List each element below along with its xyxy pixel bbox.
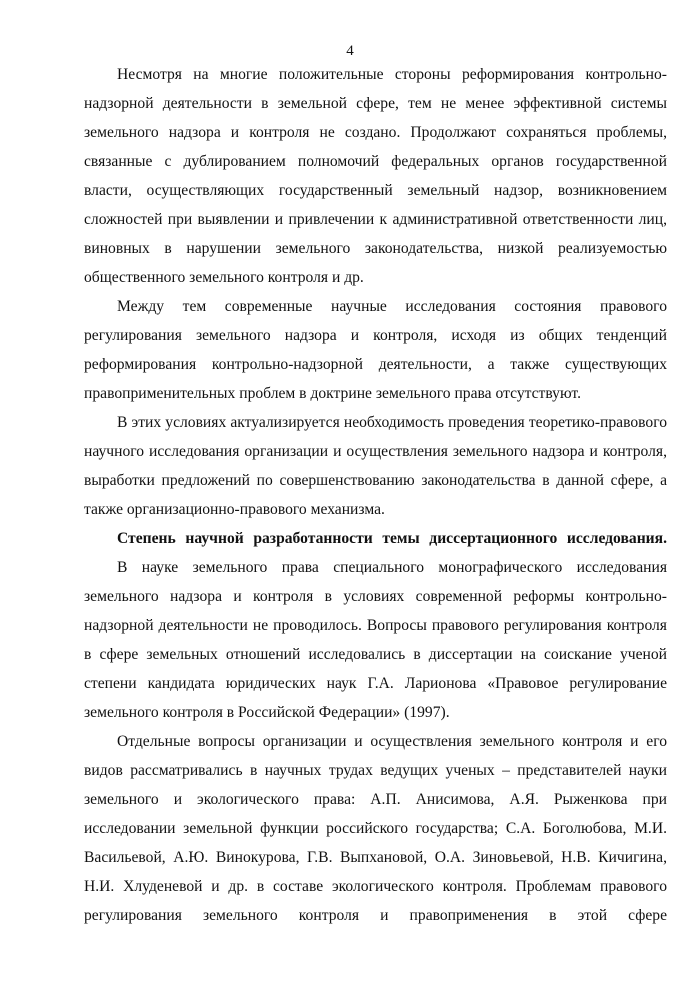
page-number: 4	[346, 43, 354, 59]
paragraph-reform-problems: Несмотря на многие положительные стороны реформирования контрольно-надзорной деятельности в земельной сфере, тем не менее эффективной системы земельного надзора и контроля не создано. Продолжают сохраняться проблемы, связанные с дублированием полномочий федеральных органов государственной власти, осуществляющих государственный земельный надзор, возникновением сложностей при выявлении и привлечении к административной ответственности лиц, виновных в нарушении земельного законодательства, низкой реализуемостью общественного земельного контроля и др.	[84, 66, 667, 286]
document-body	[84, 60, 667, 930]
paragraph-scholars: Отдельные вопросы организации и осуществления земельного контроля и его видов рассматривались в научных трудах ведущих ученых – представителей науки земельного и экологического права: А.П. Анисимова, А.Я. Рыженкова при исследовании земельной функции российского государства; С.А. Боголюбова, М.И. Васильевой, А.Ю. Винокурова, Г.В. Выпхановой, О.А. Зиновьевой, Н.В. Кичигина, Н.И. Хлуденевой и др. в составе экологического контроля. Проблемам правового регулирования земельного контроля и правоприменения в этой сфере	[84, 733, 667, 924]
section-heading: Степень научной разработанности темы диссертационного исследования.	[117, 530, 667, 547]
paragraph-prior-research: В науке земельного права специального монографического исследования земельного надзора и контроля в условиях современной реформы контрольно-надзорной деятельности не проводилось. Вопросы правового регулирования контроля в сфере земельных отношений исследовались в диссертации на соискание ученой степени кандидата юридических наук Г.А. Ларионова «Правовое регулирование земельного контроля в Российской Федерации» (1997).	[84, 559, 667, 721]
paragraph-research-absence: Между тем современные научные исследования состояния правового регулирования земельного надзора и контроля, исходя из общих тенденций реформирования контрольно-надзорной деятельности, а также существующих правоприменительных проблем в доктрине земельного права отсутствуют.	[84, 298, 667, 402]
paragraph-research-need: В этих условиях актуализируется необходимость проведения теоретико-правового научного исследования организации и осуществления земельного надзора и контроля, выработки предложений по совершенствованию законодательства в данной сфере, а также организационно-правового механизма.	[84, 414, 667, 518]
